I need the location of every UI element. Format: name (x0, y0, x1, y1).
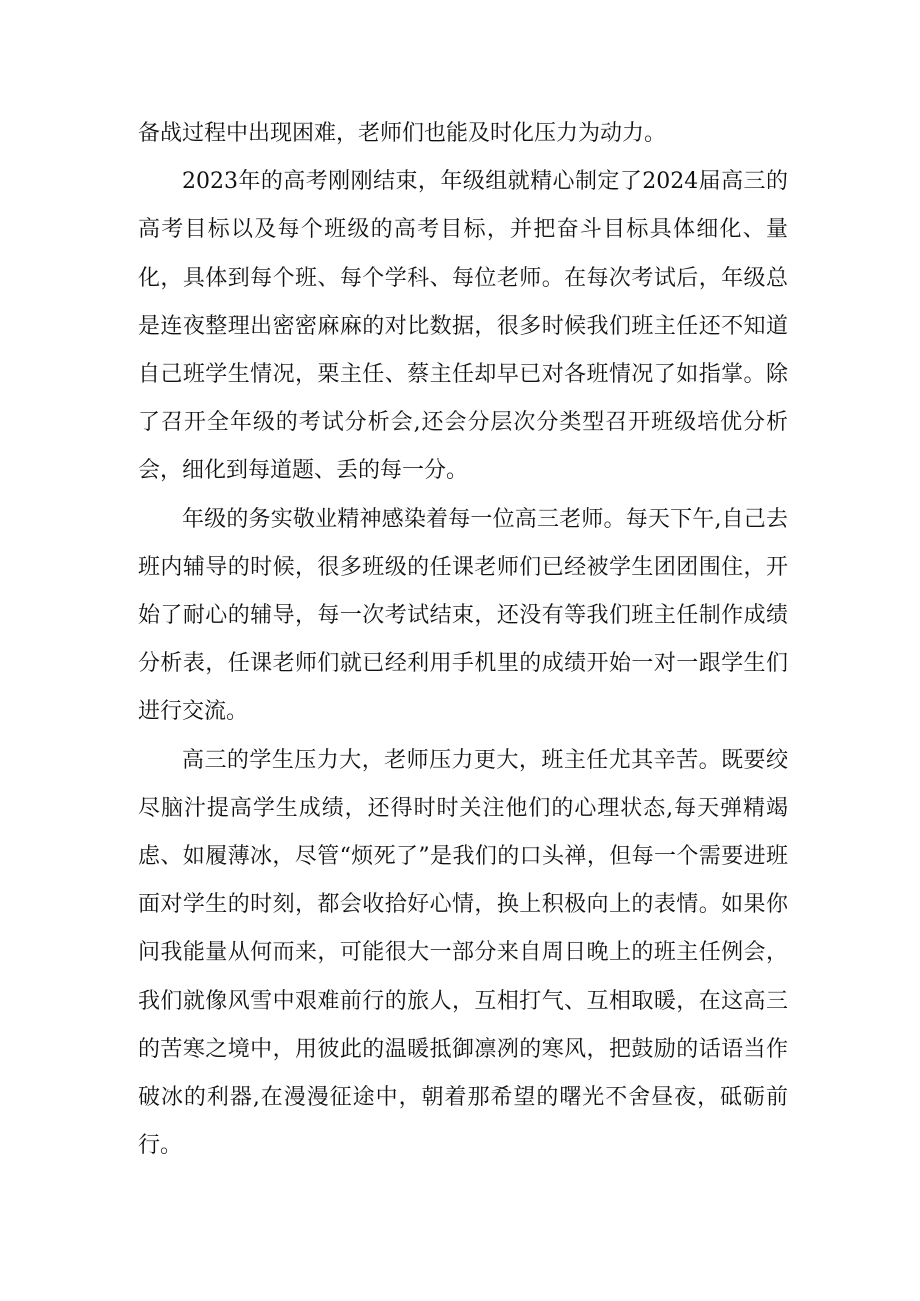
paragraph-4: 高三的学生压力大，老师压力更大，班主任尤其辛苦。既要绞尽脑汁提高学生成绩，还得时时关注他们的心理状态,每天弹精竭虑、如履薄冰，尽管“烦死了”是我们的口头禅，但每一个需要进班面对学生的时刻，都会收拾好心情，换上积极向上的表情。如果你问我能量从何而来，可能很大一部分来自周日晚上的班主任例会，我们就像风雪中艰难前行的旅人，互相打气、互相取暖，在这高三的苦寒之境中，用彼此的温暖抵御凛冽的寒风，把鼓励的话语当作破冰的利器,在漫漫征途中，朝着那希望的曙光不舍昼夜，砥砺前行。 (138, 747, 788, 1159)
paragraph-1: 备战过程中出现困难，老师们也能及时化压力为动力。 (138, 121, 667, 146)
document-body (138, 110, 788, 1170)
paragraph-2: 2023年的高考刚刚结束，年级组就精心制定了2024届高三的高考目标以及每个班级的高考目标，并把奋斗目标具体细化、量化，具体到每个班、每个学科、每位老师。在每次考试后，年级总是连夜整理出密密麻麻的对比数据，很多时候我们班主任还不知道自己班学生情况，栗主任、蔡主任却早已对各班情况了如指掌。除了召开全年级的考试分析会,还会分层次分类型召开班级培优分析会，细化到每道题、丢的每一分。 (138, 169, 788, 484)
paragraph-3: 年级的务实敬业精神感染着每一位高三老师。每天下午,自己去班内辅导的时候，很多班级的任课老师们已经被学生团团围住，开始了耐心的辅导，每一次考试结束，还没有等我们班主任制作成绩分析表，任课老师们就已经利用手机里的成绩开始一对一跟学生们进行交流。 (138, 506, 788, 725)
